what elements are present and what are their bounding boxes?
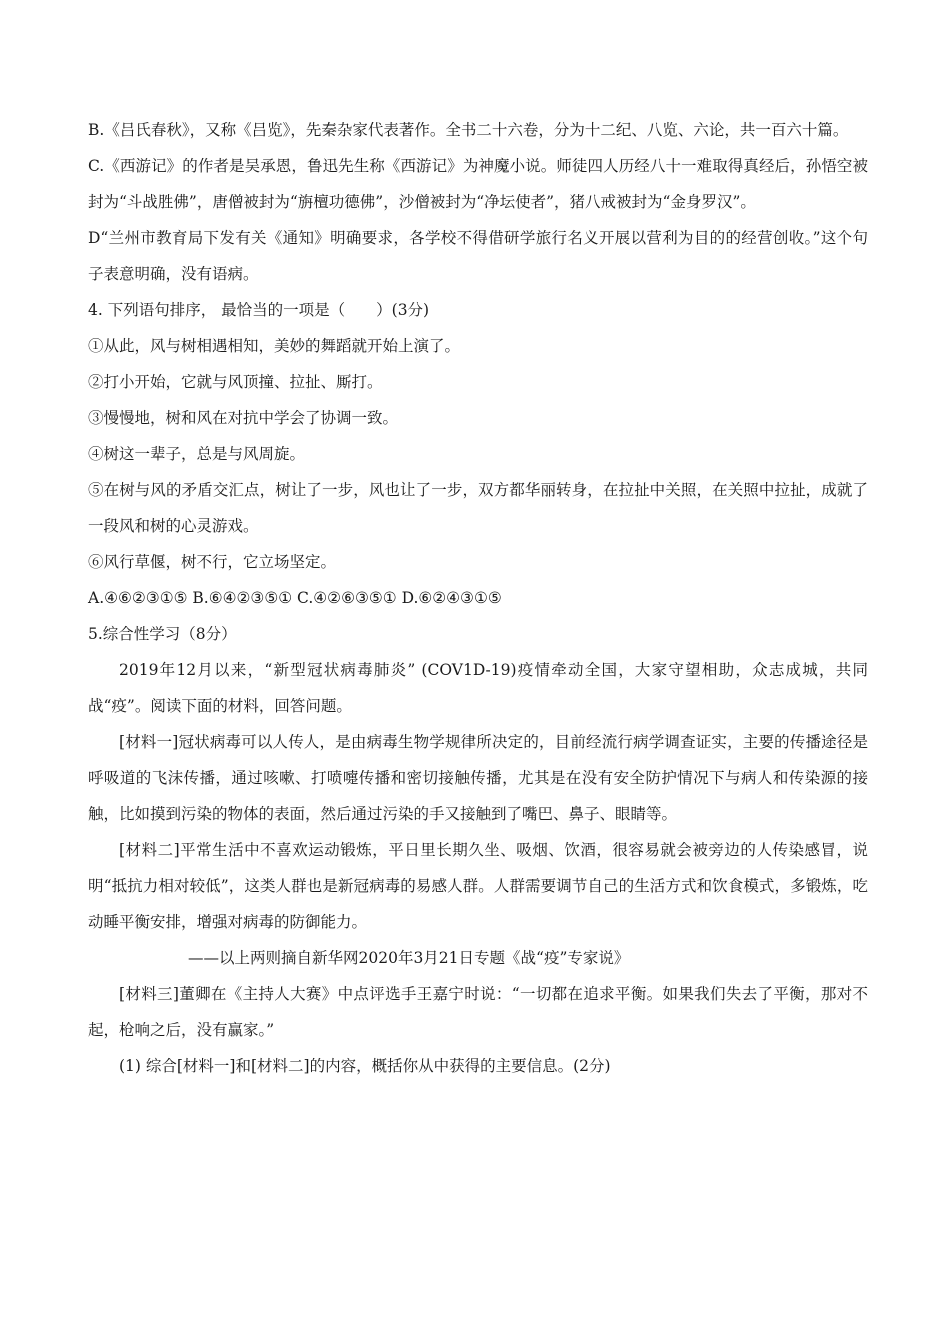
q3-option-c: C.《西游记》的作者是吴承恩，鲁迅先生称《西游记》为神魔小说。师徒四人历经八十一难取得真经后，孙悟空被封为“斗战胜佛”，唐僧被封为“旃檀功德佛”，沙僧被封为“净坛使者”，猪八戒被封为“金身罗汉”。 <box>88 157 868 211</box>
q4-sentence-2: ②打小开始，它就与风顶撞、拉扯、厮打。 <box>88 373 383 391</box>
q4-sentence-4: ④树这一辈子，总是与风周旋。 <box>88 445 306 463</box>
q4-sentence-5: ⑤在树与风的矛盾交汇点，树让了一步，风也让了一步，双方都华丽转身，在拉扯中关照，在关照中拉扯，成就了一段风和树的心灵游戏。 <box>88 481 868 535</box>
q4-options: A.④⑥②③①⑤ B.⑥④②③⑤① C.④②⑥③⑤① D.⑥②④③①⑤ <box>88 589 502 607</box>
q5-material-2: [材料二]平常生活中不喜欢运动锻炼，平日里长期久坐、吸烟、饮酒，很容易就会被旁边的人传染感冒，说明“抵抗力相对较低”，这类人群也是新冠病毒的易感人群。人群需要调节自己的生活方式和饮食模式，多锻炼，吃动睡平衡安排，增强对病毒的防御能力。 <box>88 841 868 931</box>
q4-sentence-6: ⑥风行草偃，树不行，它立场坚定。 <box>88 553 337 571</box>
q4-sentence-3: ③慢慢地，树和风在对抗中学会了协调一致。 <box>88 409 399 427</box>
q5-source: ——以上两则摘自新华网2020年3月21日专题《战“疫”专家说》 <box>188 949 630 967</box>
q5-title: 5.综合性学习（8分） <box>88 625 237 643</box>
q5-intro: 2019年12月以来，“新型冠状病毒肺炎” (COV1D-19)疫情牵动全国，大家守望相助，众志成城，共同战“疫”。阅读下面的材料，回答问题。 <box>88 661 868 715</box>
exam-page <box>88 112 868 1084</box>
q5-sub-question-1: (1) 综合[材料一]和[材料二]的内容，概括你从中获得的主要信息。(2分) <box>119 1057 611 1075</box>
q4-title: 4. 下列语句排序， 最恰当的一项是（ ）(3分) <box>88 301 430 319</box>
q5-material-1: [材料一]冠状病毒可以人传人，是由病毒生物学规律所决定的，目前经流行病学调查证实，主要的传播途径是呼吸道的飞沫传播，通过咳嗽、打喷嚏传播和密切接触传播，尤其是在没有安全防护情况下与病人和传染源的接触，比如摸到污染的物体的表面，然后通过污染的手又接触到了嘴巴、鼻子、眼睛等。 <box>88 733 868 823</box>
q3-option-d: D“兰州市教育局下发有关《通知》明确要求，各学校不得借研学旅行名义开展以营利为目的的经营创收。”这个句子表意明确，没有语病。 <box>88 229 868 283</box>
q5-material-3: [材料三]董卿在《主持人大赛》中点评选手王嘉宁时说：“一切都在追求平衡。如果我们失去了平衡，那对不起，枪响之后，没有赢家。” <box>88 985 868 1039</box>
q3-option-b: B.《吕氏春秋》，又称《吕览》，先秦杂家代表著作。全书二十六卷，分为十二纪、八览、六论，共一百六十篇。 <box>88 121 849 139</box>
q4-sentence-1: ①从此，风与树相遇相知，美妙的舞蹈就开始上演了。 <box>88 337 461 355</box>
